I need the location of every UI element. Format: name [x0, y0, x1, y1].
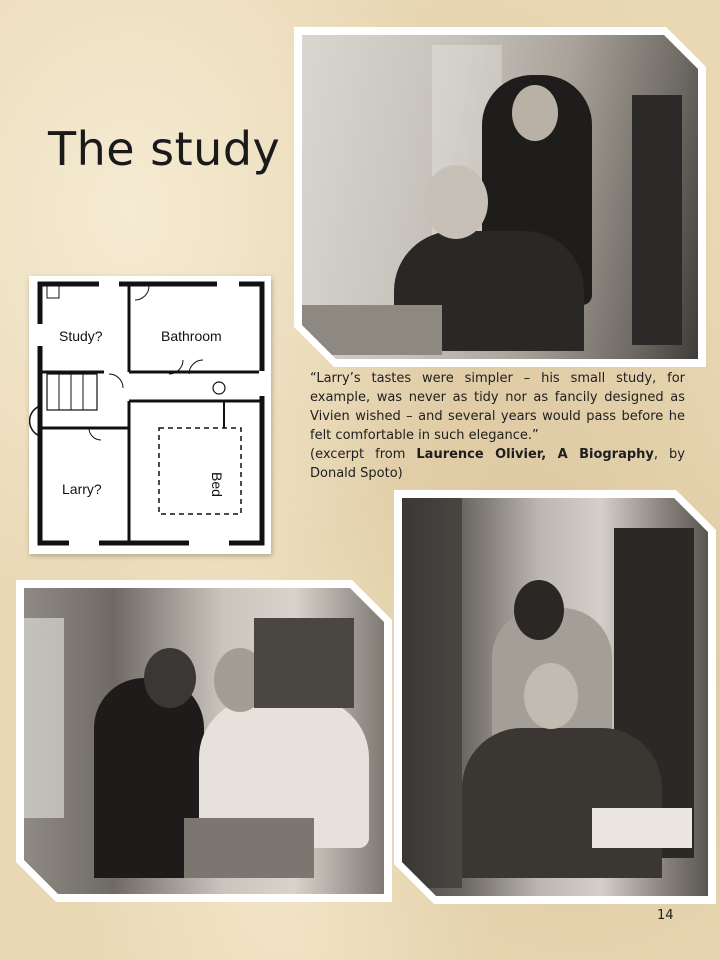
- quote-text: “Larry’s tastes were simpler – his small study, for example, was never as tidy nor as fancily designed as Vivien wished – and several years would pass before he felt comfortable in such elegance.”: [310, 371, 685, 443]
- plan-label-larry: Larry?: [62, 481, 102, 497]
- photo-couple-on-telephone: [16, 580, 392, 902]
- page-title: The study: [48, 122, 281, 176]
- plan-label-bed: Bed: [209, 472, 225, 497]
- citation-book-title: Laurence Olivier, A Biography: [416, 447, 654, 462]
- photo-image: [402, 498, 708, 896]
- citation-suffix: , by Donald Spoto): [310, 447, 685, 481]
- page-number: 14: [657, 908, 674, 923]
- quote-citation: [310, 445, 685, 483]
- floor-plan-drawing: [29, 276, 271, 554]
- floor-plan: [29, 276, 271, 554]
- photo-image: [302, 35, 698, 359]
- photo-couple-at-desk: [294, 27, 706, 367]
- quote-block: [310, 369, 685, 483]
- plan-label-bathroom: Bathroom: [161, 328, 222, 344]
- plan-label-study: Study?: [59, 328, 103, 344]
- photo-couple-with-bookshelf: [394, 490, 716, 904]
- photo-image: [24, 588, 384, 894]
- citation-prefix: (excerpt from: [310, 447, 417, 462]
